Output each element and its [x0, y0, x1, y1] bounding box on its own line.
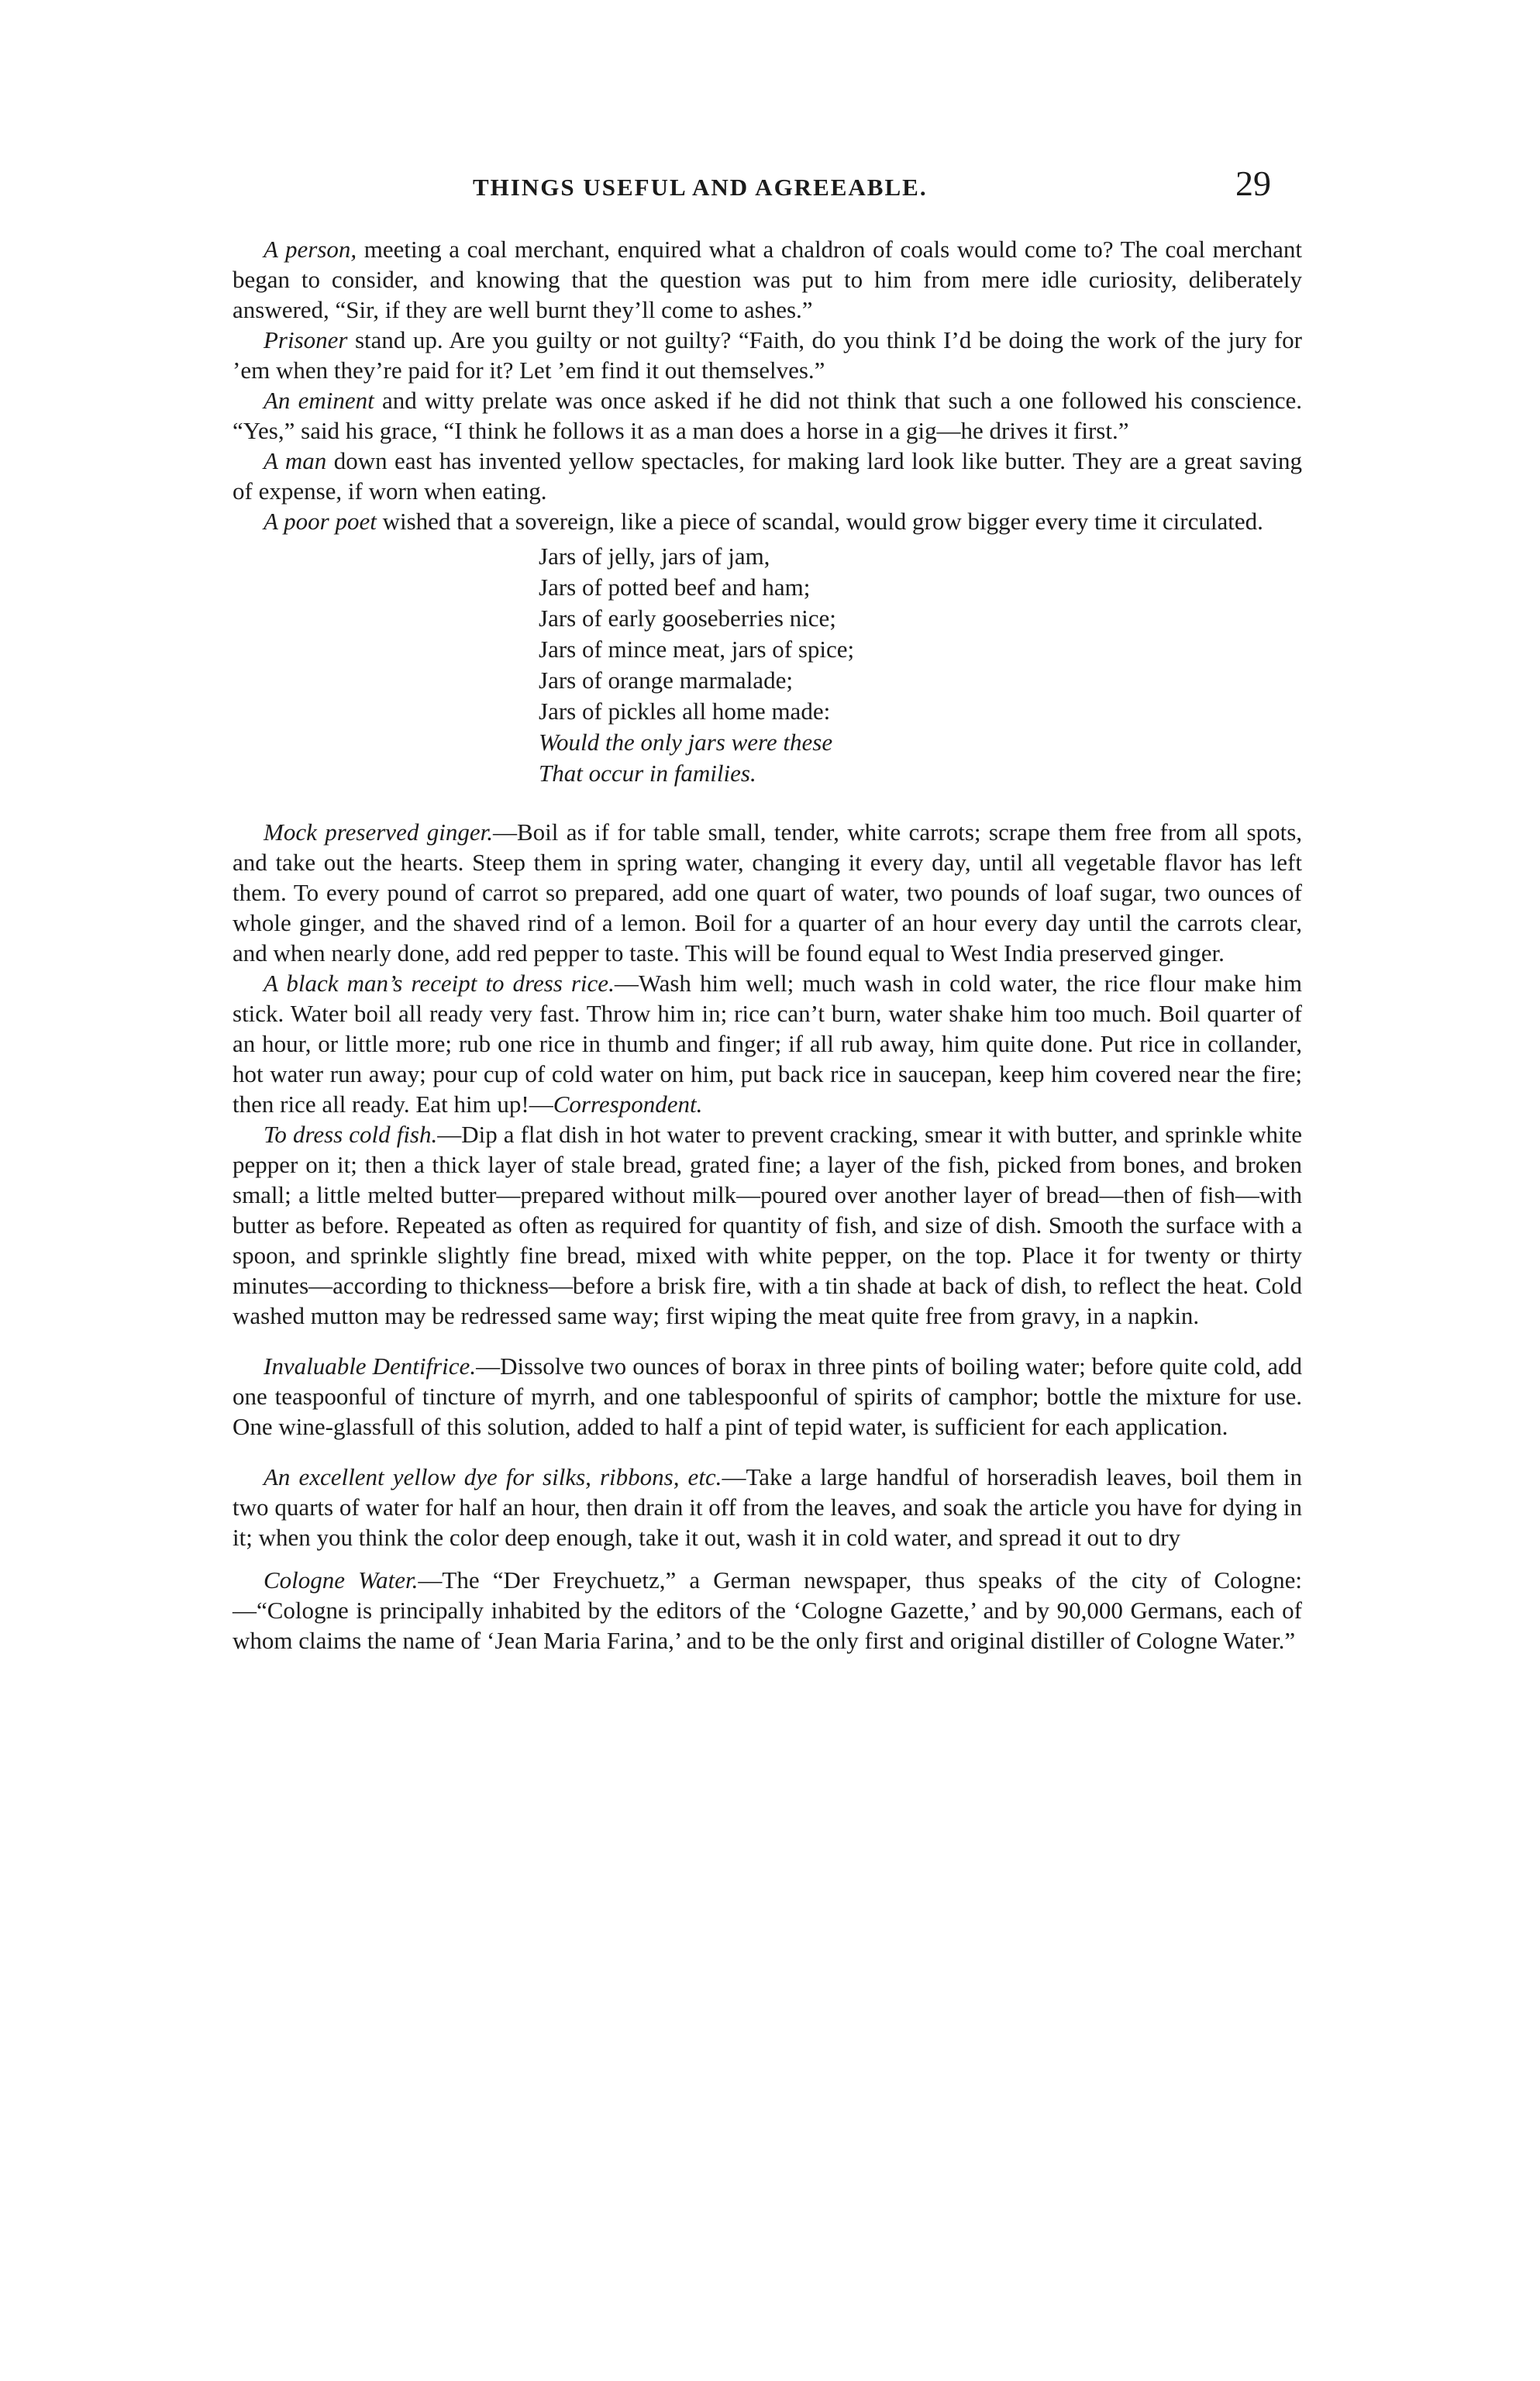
anecdote-lead: A man [264, 447, 327, 474]
recipe-text: —Boil as if for table small, tender, white carrots; scrape them free from all spots, and take out the hearts. Steep them in spring water, changing it every day, until all vegetable flavor has left them. To every pound of carrot so prepared, add one quart of water, two pounds of loaf sugar, two ounces of whole ginger, and the shaved rind of a lemon. Boil for a quarter of an hour every day until the carrots clear, and when nearly done, add red pepper to taste. This will be found equal to West India preserved ginger. [233, 818, 1303, 967]
running-head [233, 163, 1302, 212]
recipe-yellow-dye [233, 1462, 1302, 1552]
page-number: 29 [1235, 164, 1271, 203]
anecdote-lead: An eminent [264, 387, 374, 414]
anecdote-lead: A person, [264, 236, 357, 263]
anecdote-spectacles [233, 446, 1302, 506]
recipe-dress-rice [233, 968, 1302, 1119]
recipe-cold-fish [233, 1119, 1302, 1331]
book-page [233, 163, 1302, 1656]
poem-line: Jars of pickles all home made: [539, 698, 831, 725]
recipe-title: A black man’s receipt to dress rice. [264, 970, 615, 997]
anecdote-lead: Prisoner [264, 326, 348, 353]
poem-line: Jars of jelly, jars of jam, [539, 543, 770, 570]
anecdote-text: wished that a sovereign, like a piece of scandal, would grow bigger every time it circulated. [376, 508, 1263, 535]
recipe-signature: Correspondent. [553, 1091, 703, 1118]
recipe-title: Cologne Water. [264, 1566, 419, 1594]
recipe-dentifrice [233, 1351, 1302, 1442]
anecdote-lead: A poor poet [264, 508, 377, 535]
recipe-title: Mock preserved ginger. [264, 818, 493, 846]
poem-line: That occur in families. [539, 760, 756, 787]
section-gap [233, 789, 1302, 817]
recipe-text: —Wash him well; much wash in cold water, the rice flour make him stick. Water boil all ready very fast. Throw him in; rice can’t burn, water shake him too much. Boil quarter of an hour, or little more; rub one rice in thumb and finger; if all rub away, him quite done. Put rice in collander, hot water run away; pour cup of cold water on him, put back rice in saucepan, keep him covered near the fire; then rice all ready. Eat him up!— [233, 970, 1303, 1118]
poem-line: Jars of orange marmalade; [539, 667, 793, 694]
anecdote-text: and witty prelate was once asked if he did not think that such a one followed his conscience. “Yes,” said his grace, “I think he follows it as a man does a horse in a gig—he drives it first.” [233, 387, 1302, 444]
poem-line: Jars of early gooseberries nice; [539, 605, 836, 632]
poem-line: Jars of mince meat, jars of spice; [539, 636, 855, 663]
poem-line: Jars of potted beef and ham; [539, 574, 811, 601]
recipe-text: —Dissolve two ounces of borax in three pints of boiling water; before quite cold, add one teaspoonful of tincture of myrrh, and one tablespoonful of spirits of camphor; bottle the mixture for use. One wine-glassfull of this solution, added to half a pint of tepid water, is sufficient for each application. [233, 1352, 1303, 1440]
recipe-text: —Take a large handful of horseradish leaves, boil them in two quarts of water for half an hour, then drain it off from the leaves, and soak the article you have for dying in it; when you think the color deep enough, take it out, wash it in cold water, and spread it out to dry [233, 1463, 1302, 1551]
recipe-cologne-water [233, 1565, 1302, 1656]
anecdote-poor-poet [233, 506, 1302, 536]
poem-line: Would the only jars were these [539, 729, 833, 756]
anecdote-prisoner [233, 325, 1302, 385]
recipe-text: —Dip a flat dish in hot water to prevent cracking, smear it with butter, and sprinkle white pepper on it; then a thick layer of stale bread, grated fine; a layer of the fish, picked from bones, and broken small; a little melted butter—prepared without milk—poured over another layer of bread—then of fish—with butter as before. Repeated as often as required for quantity of fish, and size of dish. Smooth the surface with a spoon, and sprinkle slightly fine bread, mixed with white pepper, on the top. Place it for twenty or thirty minutes—according to thickness—before a brisk fire, with a tin shade at back of dish, to reflect the heat. Cold washed mutton may be redressed same way; first wiping the meat quite free from gravy, in a napkin. [233, 1121, 1302, 1329]
recipe-title: Invaluable Dentifrice. [264, 1352, 477, 1380]
jars-poem [539, 541, 1302, 789]
recipe-mock-ginger [233, 817, 1302, 968]
anecdote-text: stand up. Are you guilty or not guilty? “Faith, do you think I’d be doing the work of the jury for ’em when they’re paid for it? Let ’em find it out themselves.” [233, 326, 1302, 384]
anecdote-text: meeting a coal merchant, enquired what a chaldron of coals would come to? The coal merchant began to consider, and knowing that the question was put to him from mere idle curiosity, deliberately answered, “Sir, if they are well burnt they’ll come to ashes.” [233, 236, 1302, 323]
recipe-title: To dress cold fish. [264, 1121, 438, 1148]
recipe-title: An excellent yellow dye for silks, ribbons, etc. [264, 1463, 722, 1490]
running-title: THINGS USEFUL AND AGREEABLE. [473, 174, 928, 201]
anecdote-prelate [233, 385, 1302, 446]
anecdote-person-coals [233, 234, 1302, 325]
recipe-text: —The “Der Freychuetz,” a German newspaper, thus speaks of the city of Cologne:—“Cologne is principally inhabited by the editors of the ‘Cologne Gazette,’ and by 90,000 Germans, each of whom claims the name of ‘Jean Maria Farina,’ and to be the only first and original distiller of Cologne Water.” [233, 1566, 1302, 1654]
anecdote-text: down east has invented yellow spectacles, for making lard look like butter. They are a great saving of expense, if worn when eating. [233, 447, 1302, 505]
